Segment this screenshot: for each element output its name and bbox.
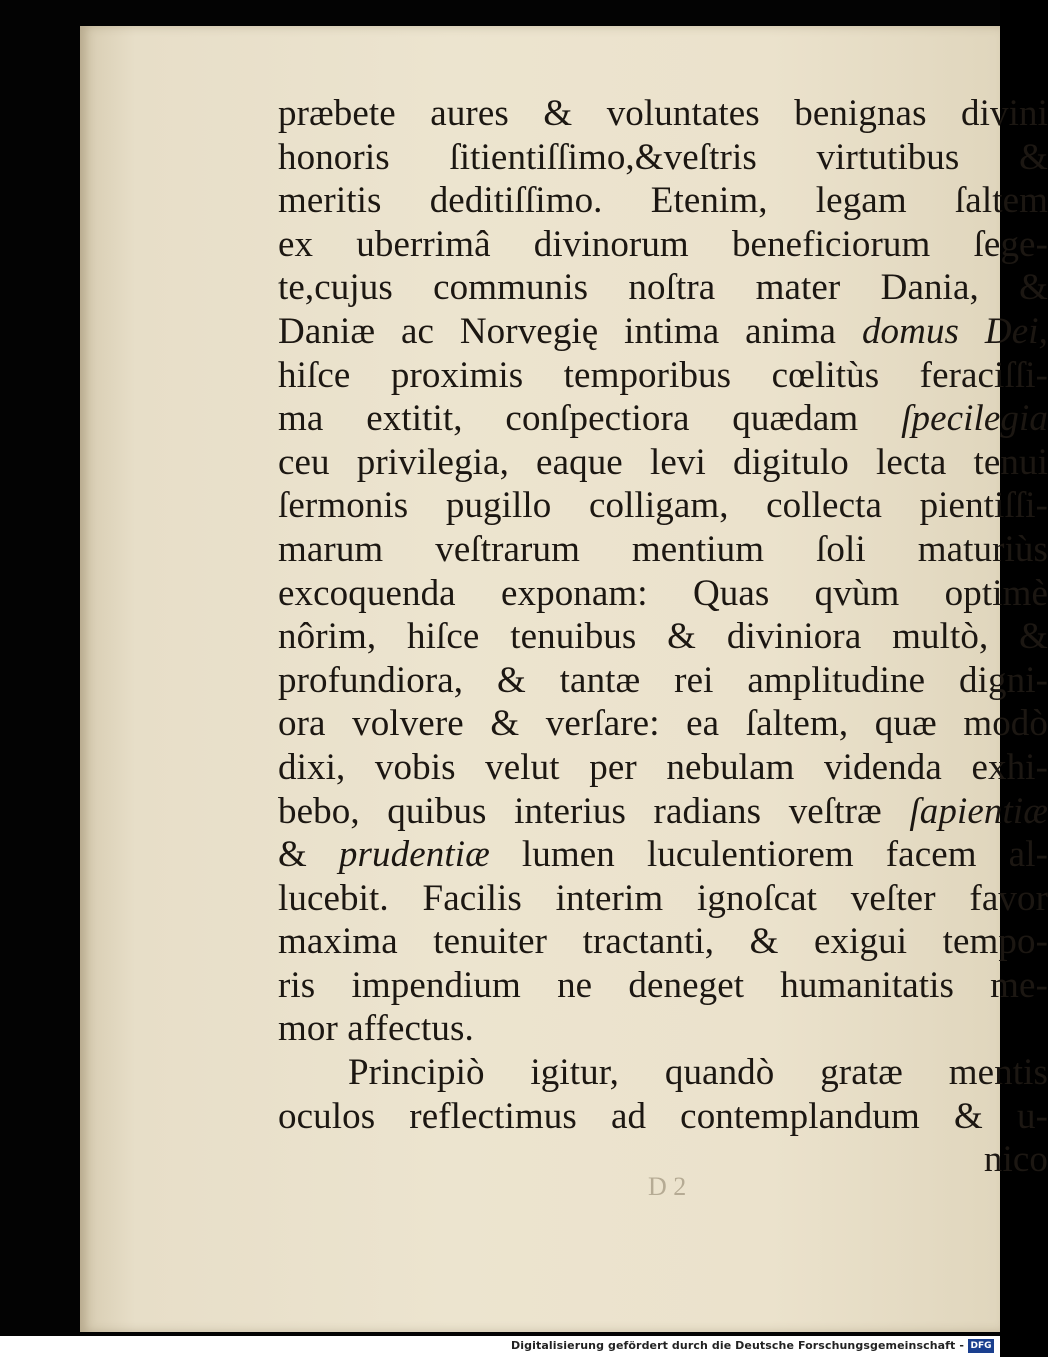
italic-phrase: ſpecilegia (901, 398, 1048, 440)
text-line: ex uberrimâ divinorum beneficiorum ſege- (278, 223, 1048, 265)
text-segment: & (278, 834, 339, 876)
text-segment: ma extitit, conſpectiora quædam (278, 398, 902, 440)
page-text (278, 92, 1048, 1182)
digitization-footer (0, 1336, 1000, 1357)
text-line: ris impendium ne deneget humanitatis me- (278, 964, 1048, 1006)
paragraph-start-line: Principiò igitur, quandò gratæ mentis (348, 1052, 1048, 1094)
text-line: præbete aures & voluntates benignas divini (278, 93, 1048, 134)
text-line: excoquenda exponam: Quas qvùm optimè (278, 572, 1048, 614)
text-line: ceu privilegia, eaque levi digitulo lecta tenui (278, 441, 1048, 483)
text-line: marum veſtrarum mentium ſoli maturiùs (278, 528, 1048, 570)
italic-phrase: prudentiæ (338, 834, 490, 876)
text-segment: bebo, quibus interius radians veſtræ (278, 790, 910, 832)
signature-mark: D 2 (648, 1172, 687, 1201)
text-line (278, 790, 1048, 834)
text-line: ſermonis pugillo colligam, collecta pientiſſi- (278, 485, 1048, 527)
text-line: ora volvere & verſare: ea ſaltem, quæ modò (278, 703, 1048, 745)
text-line: meritis deditiſſimo. Etenim, legam ſaltem (278, 180, 1048, 222)
funding-credit: Digitalisierung gefördert durch die Deutsche Forschungsgemeinschaft - (511, 1339, 964, 1352)
text-segment: Daniæ ac Norvegię intima anima (278, 310, 862, 352)
text-line: oculos reflectimus ad contemplandum & u- (278, 1095, 1048, 1137)
book-page (80, 26, 1048, 1332)
italic-phrase: domus Dei, (861, 310, 1048, 352)
text-line: lucebit. Facilis interim ignoſcat veſter favor (278, 877, 1048, 919)
text-line: mor affectus. (278, 1008, 474, 1050)
text-line: te,cujus communis noſtra mater Dania, & (278, 267, 1048, 309)
text-line: dixi, vobis velut per nebulam videnda exhi- (278, 746, 1048, 788)
text-line (278, 310, 1048, 354)
text-line (278, 397, 1048, 441)
text-line: nôrim, hiſce tenuibus & diviniora multò, & (278, 616, 1048, 658)
text-line: profundiora, & tantæ rei amplitudine digni- (278, 659, 1048, 701)
text-line (278, 833, 1048, 877)
text-line: honoris ſitientiſſimo,&veſtris virtutibus & (278, 136, 1048, 178)
text-line: maxima tenuiter tractanti, & exigui tempo- (278, 921, 1048, 963)
dfg-logo-icon: DFG (968, 1339, 994, 1353)
italic-phrase: ſapientiæ (909, 790, 1048, 832)
text-segment: lumen luculentiorem facem al- (489, 834, 1048, 876)
text-line: hiſce proximis temporibus cœlitùs feraciſſi- (278, 354, 1048, 396)
catchword: nico (983, 1139, 1048, 1181)
